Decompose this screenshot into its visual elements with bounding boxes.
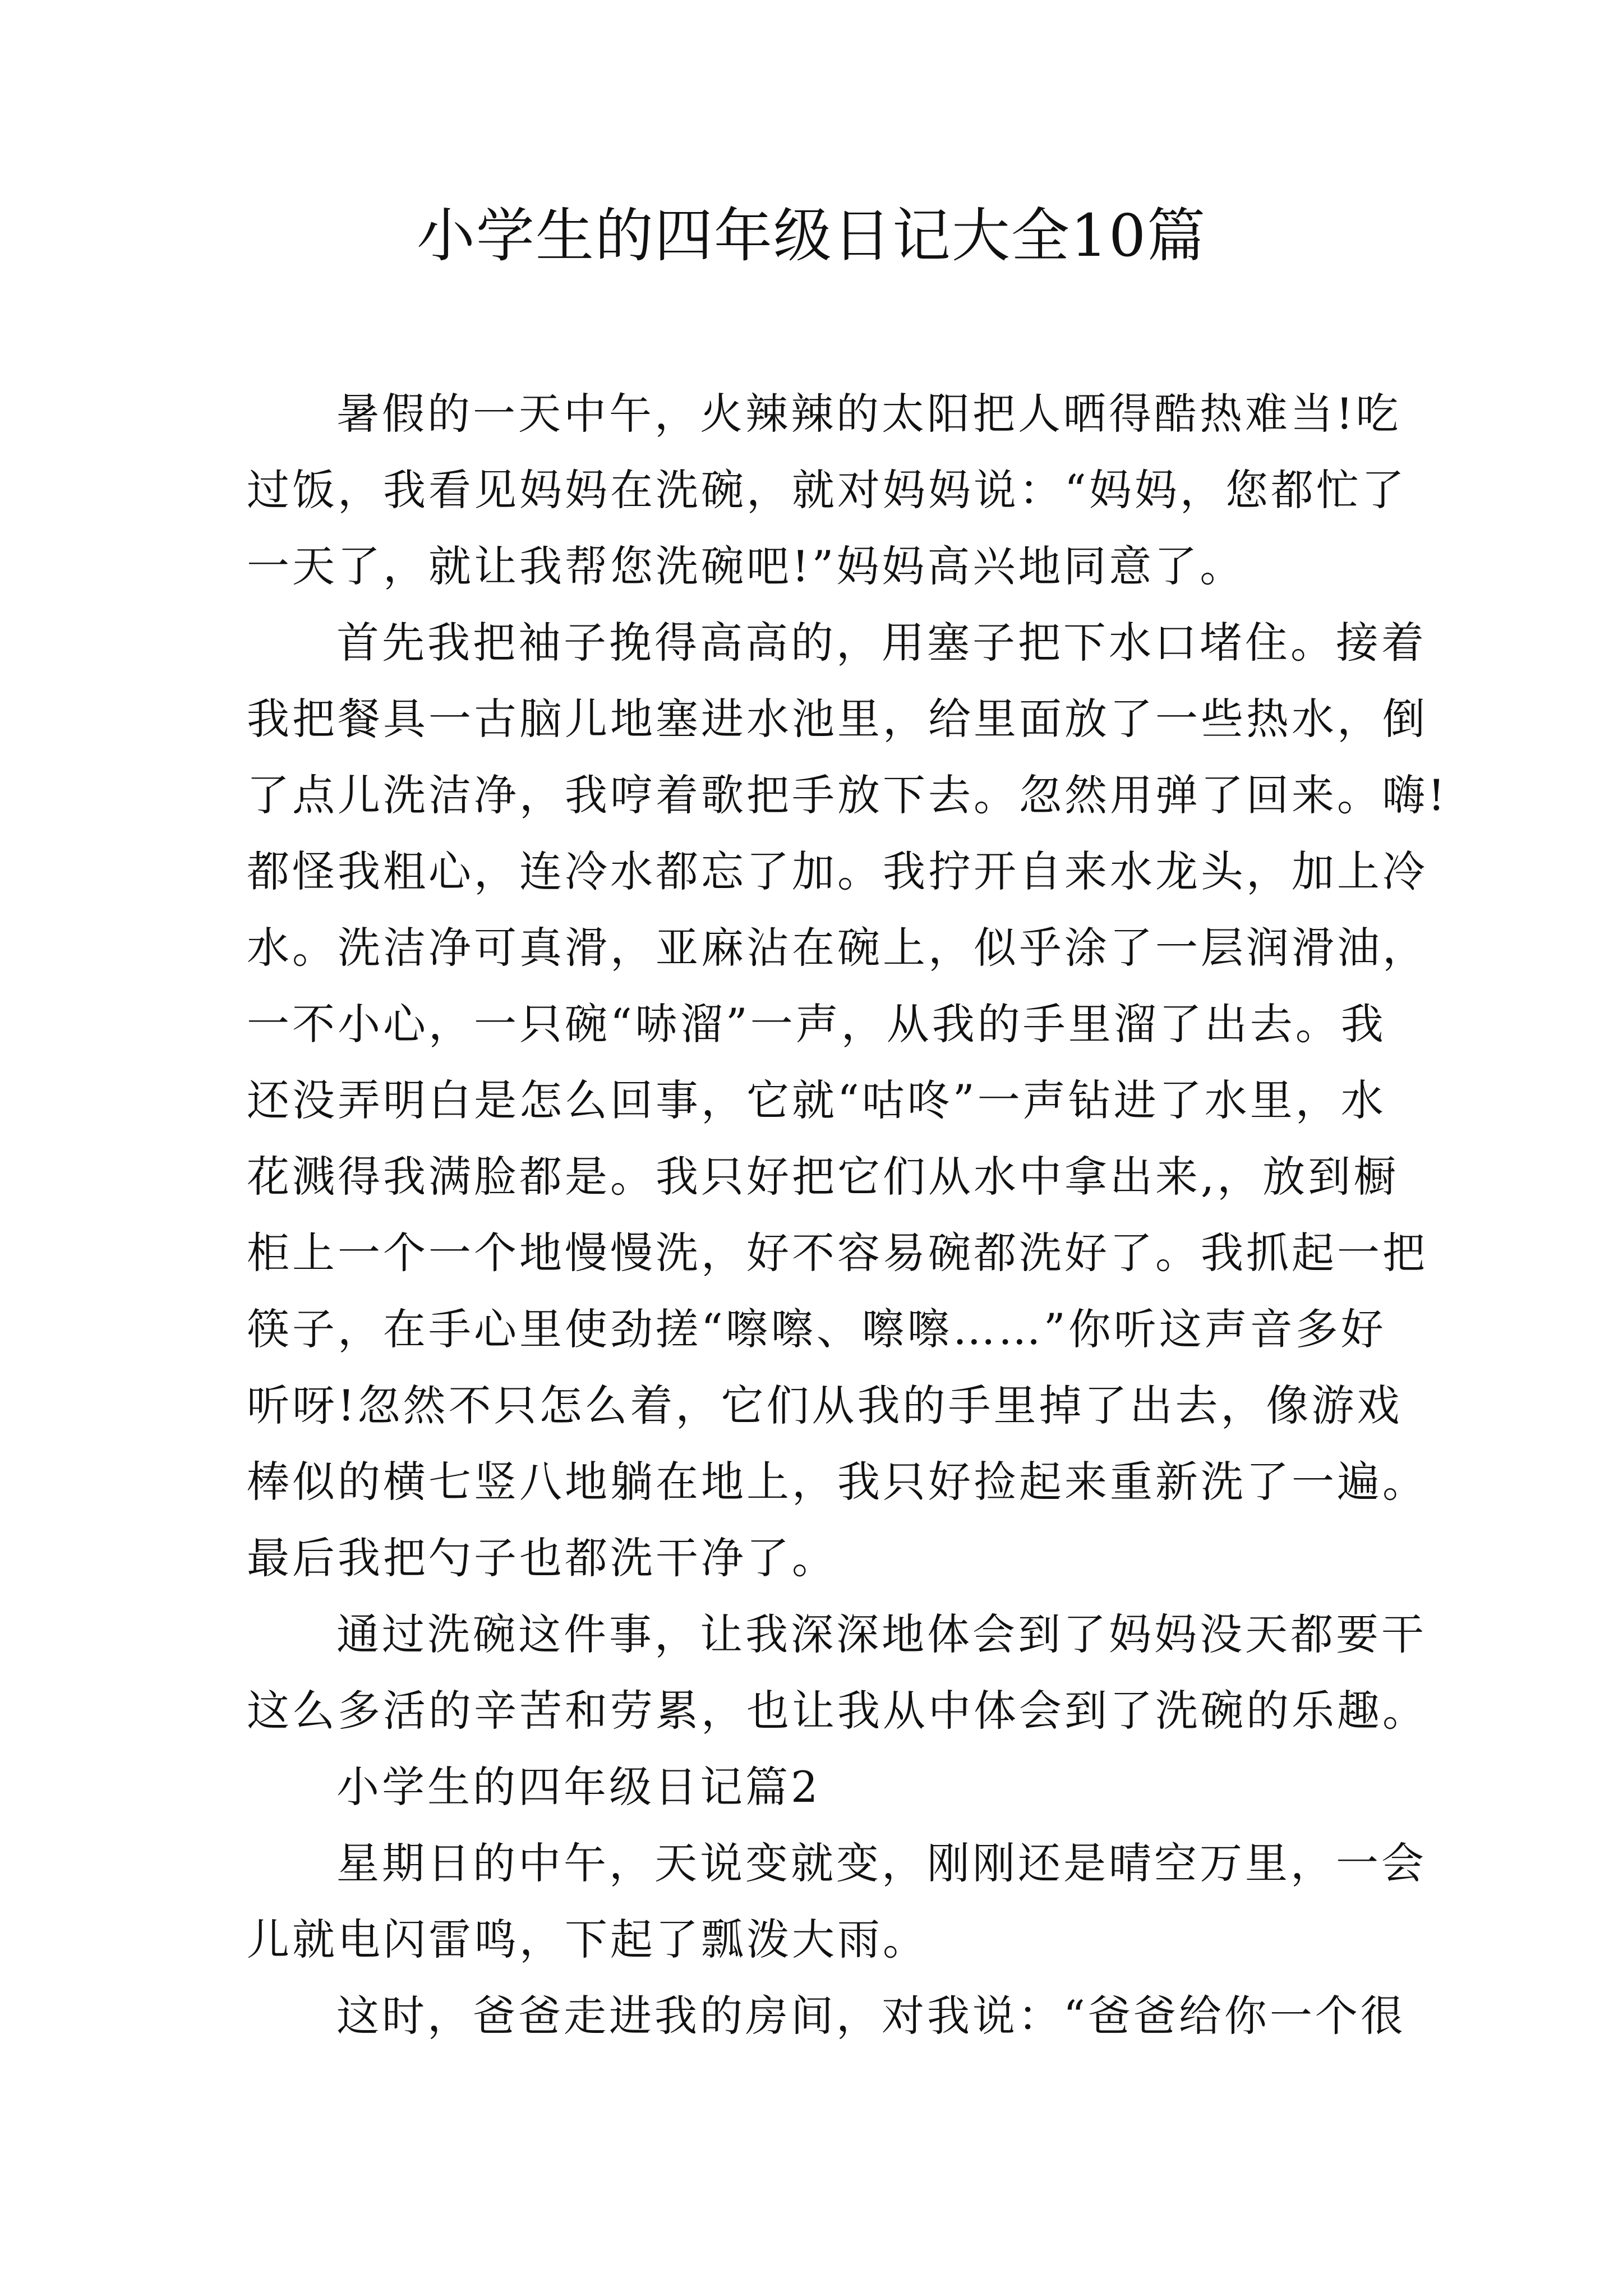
paragraph-5-line-1: 这时，爸爸走进我的房间，对我说：“爸爸给你一个很 (336, 1991, 1406, 2041)
paragraph-2-line-1: 首先我把袖子挽得高高的，用塞子把下水口堵住。接着 (336, 618, 1427, 668)
paragraph-2-line-8: 花溅得我满脸都是。我只好把它们从水中拿出来,，放到橱 (247, 1152, 1399, 1202)
paragraph-4-line-2: 儿就电闪雷鸣，下起了瓢泼大雨。 (247, 1915, 928, 1964)
paragraph-3-line-2: 这么多活的辛苦和劳累，也让我从中体会到了洗碗的乐趣。 (247, 1686, 1428, 1736)
paragraph-2-line-5: 水。洗洁净可真滑，亚麻沾在碗上，似乎涂了一层润滑油， (247, 923, 1428, 973)
section-heading: 小学生的四年级日记篇2 (336, 1762, 821, 1812)
paragraph-1-line-2: 过饭，我看见妈妈在洗碗，就对妈妈说：“妈妈，您都忙了 (247, 465, 1407, 515)
document-body (247, 376, 1448, 2054)
paragraph-2-line-4: 都怪我粗心，连冷水都忘了加。我拧开自来水龙头，加上冷 (247, 846, 1428, 896)
paragraph-2-line-12: 棒似的横七竖八地躺在地上，我只好捡起来重新洗了一遍。 (247, 1457, 1428, 1507)
paragraph-1-line-3: 一天了，就让我帮您洗碗吧!”妈妈高兴地同意了。 (247, 541, 1246, 591)
paragraph-2-line-6: 一不小心，一只碗“哧溜”一声，从我的手里溜了出去。我 (247, 999, 1386, 1049)
paragraph-2-line-7: 还没弄明白是怎么回事，它就“咕咚”一声钻进了水里，水 (247, 1075, 1386, 1125)
paragraph-2-line-13: 最后我把勺子也都洗干净了。 (247, 1533, 837, 1583)
paragraph-2-line-10: 筷子，在手心里使劲搓“嚓嚓、嚓嚓……”你听这声音多好 (247, 1304, 1386, 1354)
paragraph-1-line-1: 暑假的一天中午，火辣辣的太阳把人晒得酷热难当!吃 (336, 389, 1401, 439)
paragraph-2-line-2: 我把餐具一古脑儿地塞进水池里，给里面放了一些热水，倒 (247, 694, 1428, 744)
paragraph-2-line-9: 柜上一个一个地慢慢洗，好不容易碗都洗好了。我抓起一把 (247, 1228, 1428, 1278)
paragraph-3-line-1: 通过洗碗这件事，让我深深地体会到了妈妈没天都要干 (336, 1609, 1427, 1659)
paragraph-2-line-11: 听呀!忽然不只怎么着，它们从我的手里掉了出去，像游戏 (247, 1381, 1403, 1430)
paragraph-2-line-3: 了点儿洗洁净，我哼着歌把手放下去。忽然用弹了回来。嗨! (247, 770, 1448, 820)
paragraph-4-line-1: 星期日的中午，天说变就变，刚刚还是晴空万里，一会 (336, 1838, 1427, 1888)
document-title: 小学生的四年级日记大全10篇 (416, 201, 1207, 270)
